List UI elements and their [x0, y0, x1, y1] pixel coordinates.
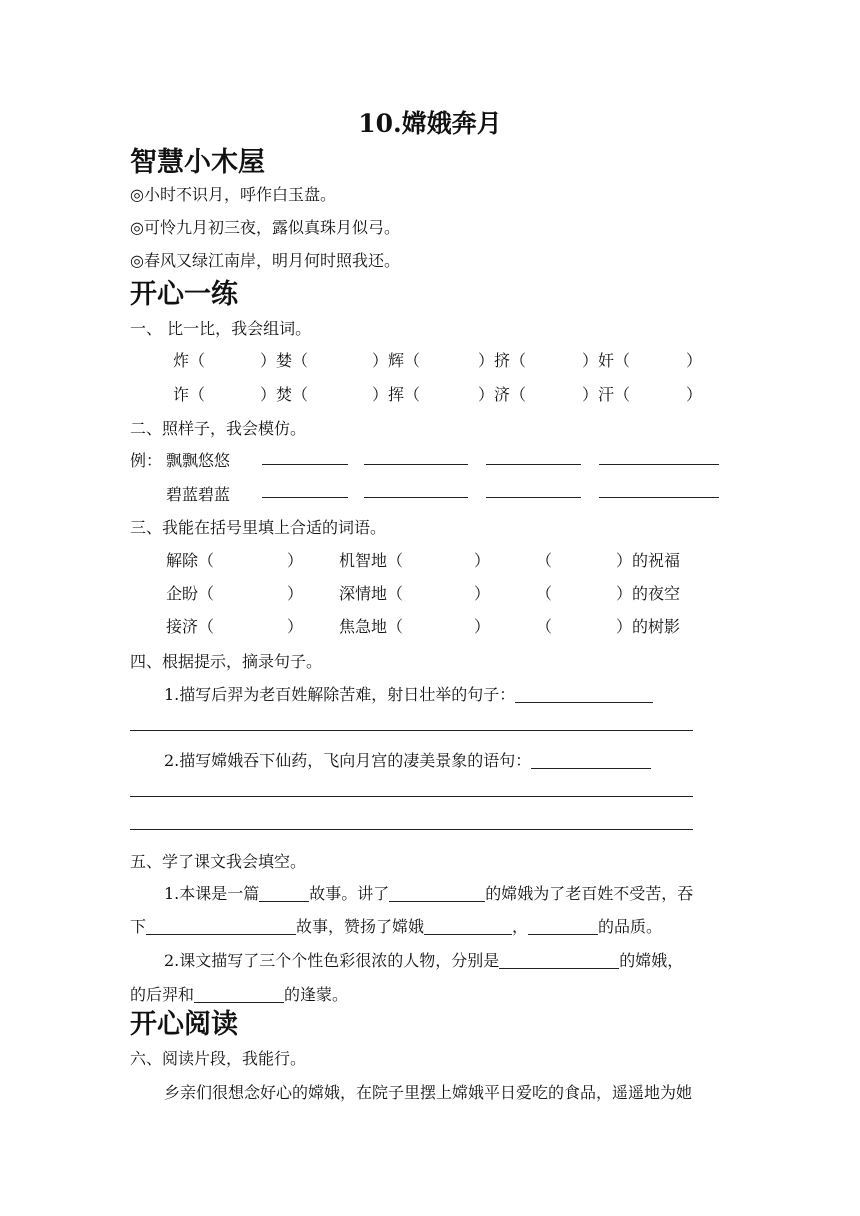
question-5-title: 五、学了课文我会填空。 [130, 852, 307, 871]
q4-item-1 [164, 682, 653, 705]
q5-paragraph-1-line-1 [164, 881, 693, 904]
answer-blank[interactable] [262, 464, 348, 465]
answer-blank[interactable] [528, 918, 598, 935]
q3-row2-cell-2: ） [287, 584, 304, 603]
poem-line-3: ◎春风又绿江南岸，明月何时照我还。 [130, 251, 400, 270]
q3-row1-cell-3: 机智地（ [339, 551, 404, 570]
q3-row1-cell-4: ） [474, 551, 491, 570]
q4-item-2-text: 2.描写嫦娥吞下仙药，飞向月宫的凄美景象的语句： [164, 751, 532, 770]
q5-text: 的品质。 [598, 917, 663, 936]
q1-row1-item-2: ）婪（ [260, 351, 309, 370]
example-label: 例： [130, 451, 163, 470]
q3-row1-cell-5: （ [536, 551, 553, 570]
poem-line-1: ◎小时不识月，呼作白玉盘。 [130, 185, 336, 204]
answer-line[interactable] [130, 730, 693, 731]
answer-blank[interactable] [515, 686, 653, 703]
q1-row1-item-5: ）奸（ [582, 351, 631, 370]
section-heading-reading: 开心阅读 [130, 1009, 238, 1040]
q5-paragraph-2-line-1 [164, 948, 683, 971]
q5-paragraph-1-line-2 [130, 914, 662, 937]
q5-text: 1.本课是一篇 [164, 884, 260, 903]
answer-blank[interactable] [194, 986, 284, 1003]
answer-line[interactable] [130, 829, 693, 830]
q5-text: 下 [130, 917, 147, 936]
example-word: 飘飘悠悠 [166, 451, 231, 470]
page-title: 10.嫦娥奔月 [358, 109, 502, 138]
q3-row2-cell-6: ）的夜空 [616, 584, 681, 603]
answer-blank[interactable] [499, 952, 619, 969]
q5-text: 故事。讲了 [309, 884, 390, 903]
q3-row3-cell-1: 接济（ [166, 617, 215, 636]
q1-row2-item-1: 诈（ [173, 385, 206, 404]
section-heading-wisdom: 智慧小木屋 [130, 147, 265, 178]
question-6-title: 六、阅读片段，我能行。 [130, 1049, 307, 1068]
q3-row3-cell-2: ） [287, 617, 304, 636]
q3-row2-cell-3: 深情地（ [339, 584, 404, 603]
second-word: 碧蓝碧蓝 [166, 485, 231, 504]
answer-blank[interactable] [599, 464, 719, 465]
answer-blank[interactable] [486, 497, 581, 498]
question-3-title: 三、我能在括号里填上合适的词语。 [130, 518, 387, 537]
reading-passage: 乡亲们很想念好心的嫦娥，在院子里摆上嫦娥平日爱吃的食品，遥遥地为她 [164, 1083, 693, 1102]
answer-blank[interactable] [262, 497, 348, 498]
q4-item-2 [164, 748, 651, 771]
section-heading-practice: 开心一练 [130, 279, 238, 310]
q1-row1-item-6: ） [686, 351, 703, 370]
answer-blank[interactable] [531, 752, 651, 769]
poem-line-2: ◎可怜九月初三夜，露似真珠月似弓。 [130, 218, 400, 237]
q3-row2-cell-1: 企盼（ [166, 584, 215, 603]
q1-row2-item-2: ）焚（ [260, 385, 309, 404]
q1-row2-item-4: ）济（ [478, 385, 527, 404]
q3-row3-cell-5: （ [536, 617, 553, 636]
question-1-title: 一、 比一比，我会组词。 [130, 319, 312, 338]
q1-row1-item-1: 炸（ [173, 351, 206, 370]
answer-blank[interactable] [364, 497, 468, 498]
question-4-title: 四、根据提示，摘录句子。 [130, 652, 323, 671]
q3-row3-cell-3: 焦急地（ [339, 617, 404, 636]
q3-row1-cell-2: ） [287, 551, 304, 570]
q1-row2-item-6: ） [686, 385, 703, 404]
q1-row1-item-4: ）挤（ [478, 351, 527, 370]
q3-row3-cell-4: ） [474, 617, 491, 636]
q3-row1-cell-6: ）的祝福 [616, 551, 681, 570]
q5-text: 2.课文描写了三个个性色彩很浓的人物，分别是 [164, 951, 500, 970]
answer-blank[interactable] [486, 464, 581, 465]
q3-row1-cell-1: 解除（ [166, 551, 215, 570]
q5-text: ， [512, 917, 529, 936]
q1-row1-item-3: ）辉（ [372, 351, 421, 370]
q1-row2-item-5: ）汗（ [582, 385, 631, 404]
answer-blank[interactable] [599, 497, 719, 498]
question-2-title: 二、照样子，我会模仿。 [130, 419, 307, 438]
q4-item-1-text: 1.描写后羿为老百姓解除苦难，射日壮举的句子： [164, 685, 516, 704]
q1-row2-item-3: ）挥（ [372, 385, 421, 404]
answer-blank[interactable] [146, 918, 296, 935]
answer-blank[interactable] [424, 918, 512, 935]
answer-blank[interactable] [259, 885, 309, 902]
q5-text: 的逢蒙。 [284, 985, 349, 1004]
answer-line[interactable] [130, 796, 693, 797]
q3-row2-cell-5: （ [536, 584, 553, 603]
answer-blank[interactable] [364, 464, 468, 465]
q3-row2-cell-4: ） [474, 584, 491, 603]
q5-text: 的嫦娥， [619, 951, 684, 970]
q5-text: 的嫦娥为了老百姓不受苦，吞 [485, 884, 694, 903]
answer-blank[interactable] [389, 885, 485, 902]
q3-row3-cell-6: ）的树影 [616, 617, 681, 636]
q5-text: 故事，赞扬了嫦娥 [296, 917, 425, 936]
q5-text: 的后羿和 [130, 985, 195, 1004]
